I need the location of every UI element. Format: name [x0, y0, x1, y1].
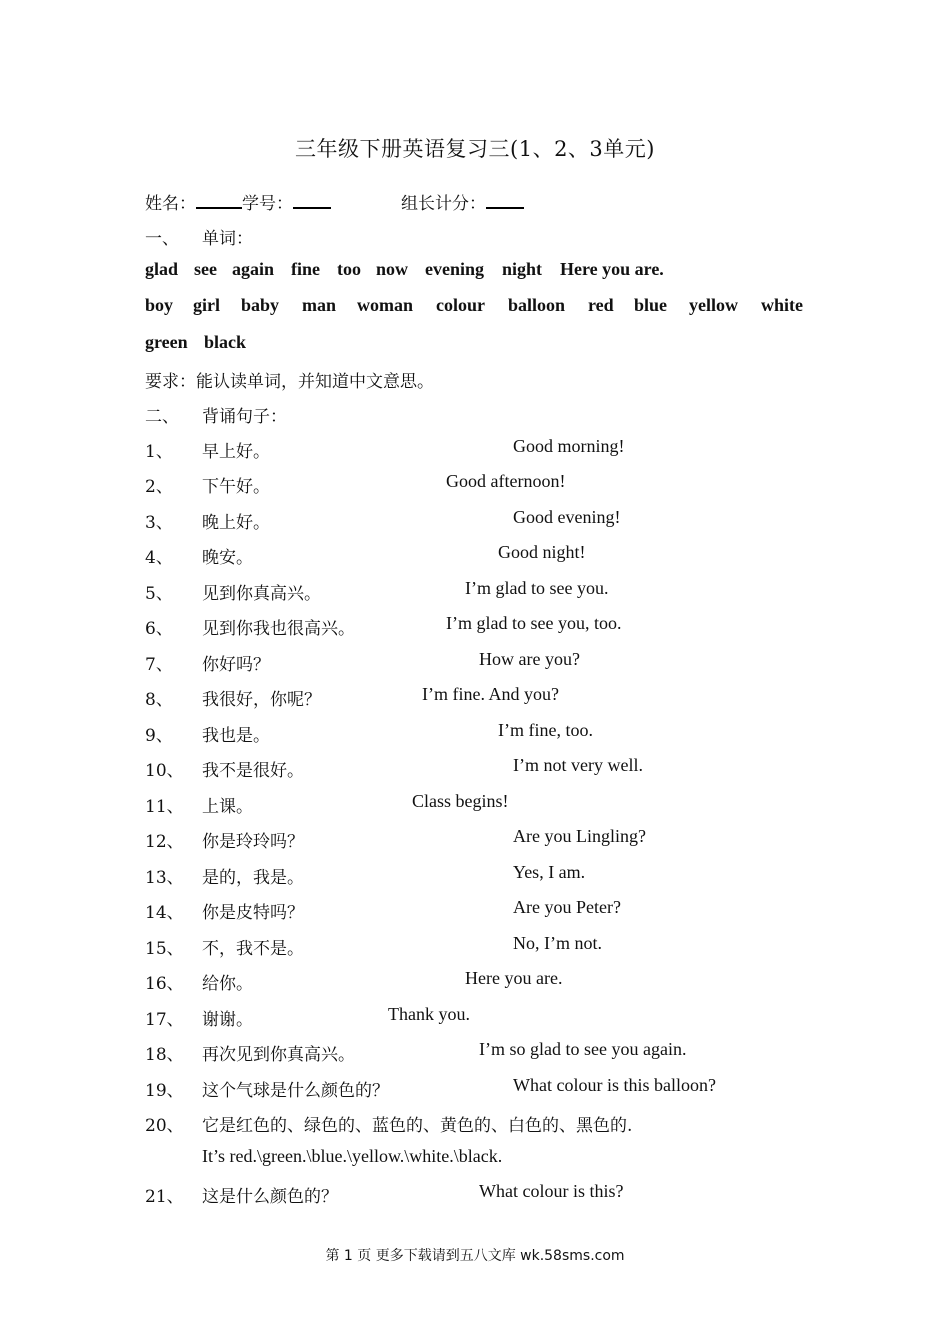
sentence-english: How are you? [479, 649, 580, 669]
sentence-number: 18、 [145, 1045, 184, 1065]
section1-number: 一、 [145, 229, 179, 249]
sentence-english: It’s red.\green.\blue.\yellow.\white.\black. [202, 1146, 503, 1166]
sentence-english: What colour is this balloon? [513, 1075, 716, 1095]
sentence-number: 17、 [145, 1010, 184, 1030]
sentence-english: Good morning! [513, 436, 625, 456]
sentence-chinese: 这是什么颜色的？ [202, 1187, 338, 1207]
id-blank[interactable] [293, 193, 331, 209]
sentence-chinese: 见到你真高兴。 [202, 584, 321, 604]
sentence-chinese: 我很好，你呢？ [202, 690, 321, 710]
sentence-number: 8、 [145, 690, 173, 710]
sentence-english: Class begins! [412, 791, 509, 811]
word: evening [425, 259, 485, 279]
student-info-row [145, 189, 524, 214]
sentence-number: 21、 [145, 1187, 184, 1207]
sentence-chinese: 它是红色的、绿色的、蓝色的、黄色的、白色的、黑色的. [202, 1116, 633, 1136]
name-label: 姓名： [145, 194, 196, 214]
page-title: 三年级下册英语复习三(1、2、3单元) [295, 137, 655, 161]
sentence-number: 12、 [145, 832, 184, 852]
sentence-number: 13、 [145, 868, 184, 888]
sentence-chinese: 你好吗？ [202, 655, 270, 675]
sentence-number: 19、 [145, 1081, 184, 1101]
sentence-number: 16、 [145, 974, 184, 994]
id-label: 学号： [242, 194, 293, 214]
sentence-chinese: 再次见到你真高兴。 [202, 1045, 355, 1065]
word: too [337, 259, 361, 279]
sentence-chinese: 不，我不是。 [202, 939, 304, 959]
sentence-english: I’m glad to see you, too. [446, 613, 622, 633]
sentence-english: Thank you. [388, 1004, 470, 1024]
word: now [376, 259, 409, 279]
sentence-number: 3、 [145, 513, 173, 533]
sentence-chinese: 早上好。 [202, 442, 270, 462]
name-blank[interactable] [196, 193, 242, 209]
sentence-english: Are you Peter? [513, 897, 621, 917]
sentence-chinese: 谢谢。 [202, 1010, 253, 1030]
word: glad [145, 259, 179, 279]
word: yellow [689, 295, 738, 315]
sentence-chinese: 我也是。 [202, 726, 270, 746]
sentence-english: What colour is this? [479, 1181, 624, 1201]
word: night [502, 259, 543, 279]
sentence-number: 20、 [145, 1116, 184, 1136]
sentence-chinese: 是的，我是。 [202, 868, 304, 888]
score-blank[interactable] [486, 193, 524, 209]
word: girl [193, 295, 220, 315]
sentence-chinese: 见到你我也很高兴。 [202, 619, 355, 639]
sentence-chinese: 我不是很好。 [202, 761, 304, 781]
sentence-chinese: 你是皮特吗？ [202, 903, 304, 923]
sentence-number: 1、 [145, 442, 173, 462]
sentence-english: Good evening! [513, 507, 621, 527]
sentence-chinese: 给你。 [202, 974, 253, 994]
sentence-english: I’m so glad to see you again. [479, 1039, 687, 1059]
sentence-chinese: 下午好。 [202, 477, 270, 497]
sentence-english: Here you are. [465, 968, 563, 988]
sentence-chinese: 晚安。 [202, 548, 253, 568]
word: boy [145, 295, 174, 315]
sentence-english: Good afternoon! [446, 471, 566, 491]
word: man [302, 295, 337, 315]
word: blue [634, 295, 668, 315]
sentence-english: Good night! [498, 542, 586, 562]
word: baby [241, 295, 280, 315]
word: white [761, 295, 803, 315]
sentence-english: I’m fine, too. [498, 720, 593, 740]
sentence-english: Are you Lingling? [513, 826, 646, 846]
sentence-number: 2、 [145, 477, 173, 497]
sentence-number: 10、 [145, 761, 184, 781]
sentence-english: I’m glad to see you. [465, 578, 609, 598]
word: see [194, 259, 217, 279]
sentence-number: 11、 [145, 797, 184, 817]
word: Here you are. [560, 259, 664, 279]
word: red [588, 295, 614, 315]
sentence-chinese: 晚上好。 [202, 513, 270, 533]
sentence-number: 9、 [145, 726, 173, 746]
word: woman [357, 295, 414, 315]
sentence-english: I’m fine. And you? [422, 684, 559, 704]
sentence-chinese: 上课。 [202, 797, 253, 817]
sentence-chinese: 这个气球是什么颜色的？ [202, 1081, 389, 1101]
word: again [232, 259, 275, 279]
word: balloon [508, 295, 566, 315]
word: black [204, 332, 247, 352]
word: colour [436, 295, 485, 315]
sentence-number: 6、 [145, 619, 173, 639]
sentence-chinese: 你是玲玲吗？ [202, 832, 304, 852]
sentence-english: I’m not very well. [513, 755, 643, 775]
sentence-english: No, I’m not. [513, 933, 602, 953]
sentence-number: 14、 [145, 903, 184, 923]
section2-heading: 背诵句子： [202, 407, 287, 427]
section2-number: 二、 [145, 407, 179, 427]
sentence-number: 5、 [145, 584, 173, 604]
word: fine [291, 259, 320, 279]
page-footer: 第 1 页 更多下载请到五八文库 wk.58sms.com [325, 1248, 625, 1264]
score-label: 组长计分： [401, 194, 486, 214]
section1-heading: 单词： [202, 229, 253, 249]
sentence-number: 7、 [145, 655, 173, 675]
requirement-text: 要求：能认读单词，并知道中文意思。 [145, 372, 434, 392]
word: green [145, 332, 188, 352]
sentence-english: Yes, I am. [513, 862, 586, 882]
sentence-number: 4、 [145, 548, 173, 568]
sentence-number: 15、 [145, 939, 184, 959]
